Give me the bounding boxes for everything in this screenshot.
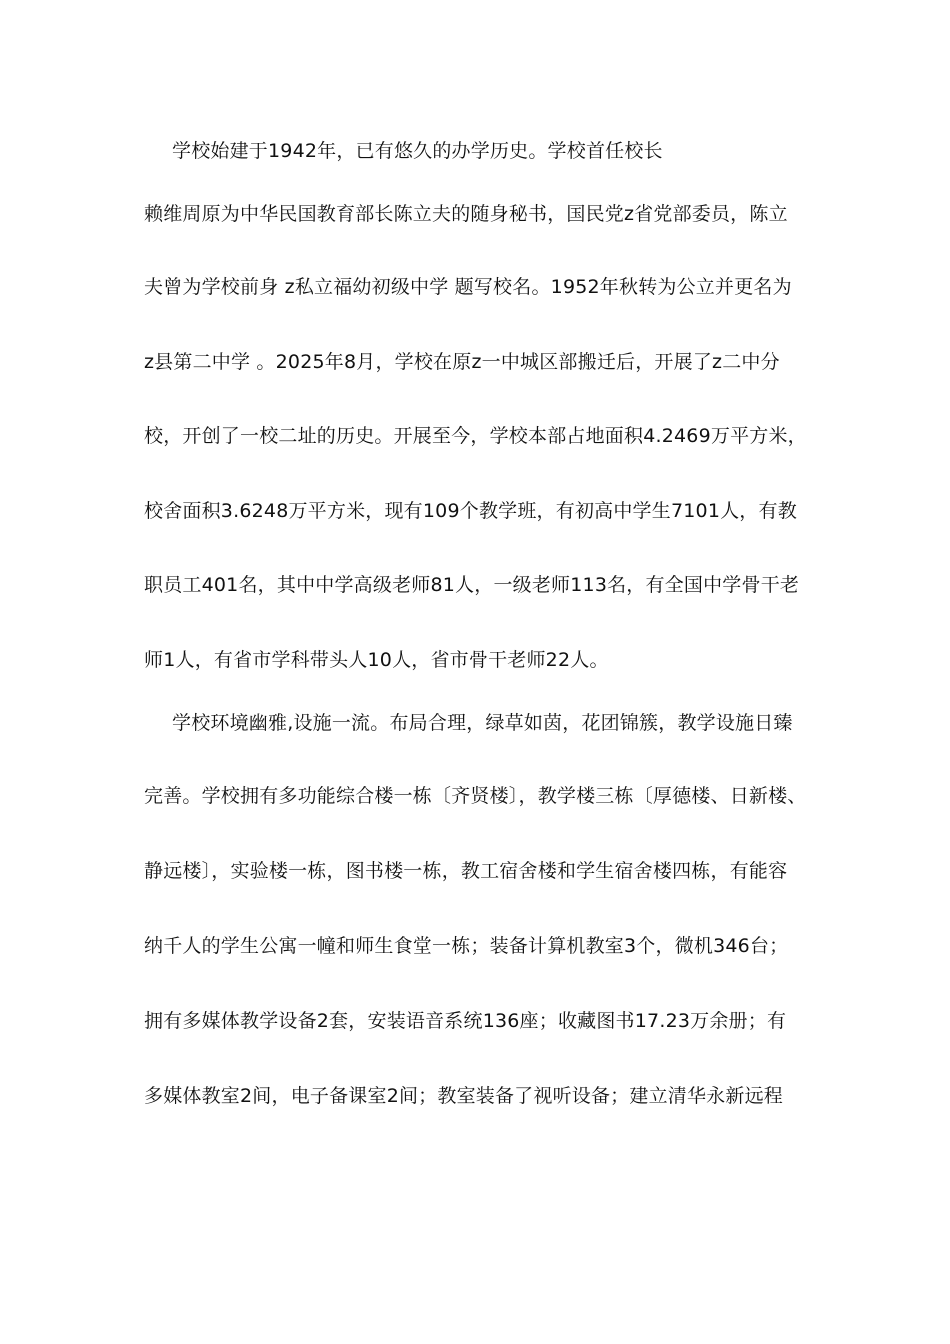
text-line: z县第二中学 。2025年8月，学校在原z一中城区部搬迁后，开展了z二中分 <box>144 351 780 373</box>
text-line: 职员工401名，其中中学高级老师81人，一级老师113名，有全国中学骨干老 <box>144 574 800 596</box>
text-line: 学校环境幽雅,设施一流。布局合理，绿草如茵，花团锦簇，教学设施日臻 <box>172 712 793 734</box>
text-line: 静远楼〕，实验楼一栋，图书楼一栋，教工宿舍楼和学生宿舍楼四栋，有能容 <box>144 860 788 882</box>
text-line: 多媒体教室2间，电子备课室2间；教室装备了视听设备；建立清华永新远程 <box>144 1085 783 1107</box>
text-line: 师1人，有省市学科带头人10人，省市骨干老师22人。 <box>144 649 609 671</box>
text-line: 学校始建于1942年，已有悠久的办学历史。学校首任校长 <box>172 140 663 162</box>
text-line: 校舍面积3.6248万平方米，现有109个教学班，有初高中学生7101人，有教 <box>144 500 797 522</box>
text-line: 拥有多媒体教学设备2套，安装语音系统136座；收藏图书17.23万余册；有 <box>144 1010 787 1032</box>
text-line: 完善。学校拥有多功能综合楼一栋〔齐贤楼〕，教学楼三栋〔厚德楼、日新楼、 <box>144 785 807 807</box>
text-line: 纳千人的学生公寓一幢和师生食堂一栋；装备计算机教室3个，微机346台； <box>144 935 789 957</box>
text-line: 夫曾为学校前身 z私立福幼初级中学 题写校名。1952年秋转为公立并更名为 <box>144 276 792 298</box>
text-line: 校，开创了一校二址的历史。开展至今，学校本部占地面积4.2469万平方米， <box>144 425 807 447</box>
text-line: 赖维周原为中华民国教育部长陈立夫的随身秘书，国民党z省党部委员，陈立 <box>144 203 788 225</box>
